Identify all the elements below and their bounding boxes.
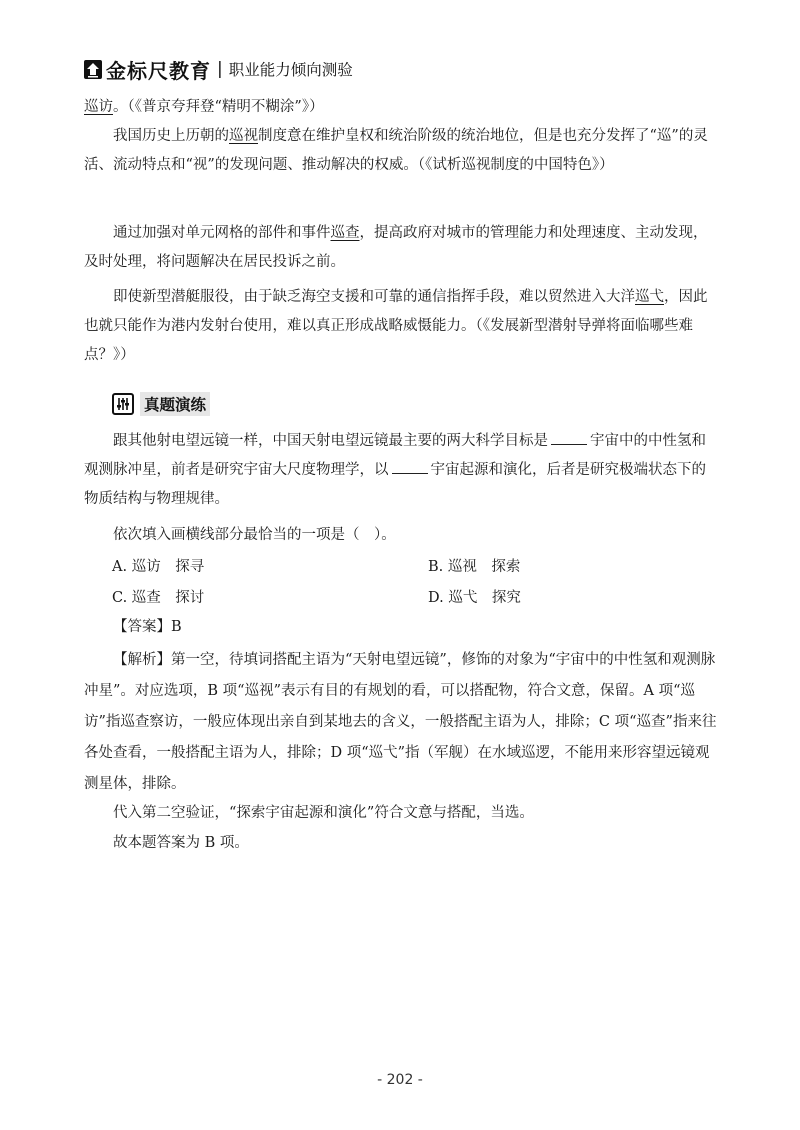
brand-name: 金标尺教育: [106, 58, 211, 83]
section-title: 真题演练: [140, 392, 210, 416]
page-number: - 202 -: [377, 1072, 423, 1088]
question-stem: 跟其他射电望远镜一样，中国天射电望远镜最主要的两大科学目标是 宇宙中的中性氢和观测脉冲星，前者是研究宇宙大尺度物理学，以 宇宙起源和演化，后者是研究极端状态下的物质结构与物理规律。: [84, 427, 720, 514]
passage-3: 通过加强对单元网格的部件和事件巡查，提高政府对城市的管理能力和处理速度、主动发现，及时处理，将问题解决在居民投诉之前。: [84, 225, 708, 270]
passage-4: 即使新型潜艇服役，由于缺乏海空支援和可靠的通信指挥手段，难以贸然进入大洋巡弋，因此也就只能作为港内发射台使用，难以真正形成战略威慑能力。（《发展新型潜射导弹将面临哪些难点？》）: [84, 289, 708, 363]
analysis-conclusion: 故本题答案为 B 项。: [113, 835, 249, 851]
section-heading: [112, 392, 210, 416]
option-b: B. 巡视 探索: [428, 559, 521, 575]
analysis: 【解析】第一空，待填词搭配主语为“天射电望远镜”，修饰的对象为“宇宙中的中性氢和观测脉冲星”。对应选项，B 项“巡视”表示有目的有规划的看，可以搭配物，符合文意，保留。A 项“巡访”指巡查察访，一般应体现出亲自到某地去的含义，一般搭配主语为人，排除；C 项“巡查”指来往各处查看，一般搭配主语为人，排除；D 项“巡弋”指（军舰）在水域巡逻，不能用来形容望远镜观测星体，排除。: [84, 652, 717, 792]
logo-icon: [84, 60, 102, 79]
header-separator: |: [217, 59, 223, 79]
question-prompt: 依次填入画横线部分最恰当的一项是（ ）。: [113, 527, 396, 543]
passage-term: 巡访: [84, 99, 113, 115]
answer: 【答案】B: [113, 619, 182, 635]
blank-line-1: [551, 430, 587, 445]
answer-value: B: [171, 619, 182, 635]
option-c: C. 巡查 探讨: [112, 590, 205, 606]
option-a: A. 巡访 探寻: [112, 559, 205, 575]
option-d: D. 巡弋 探究: [428, 590, 521, 606]
passage-2: 我国历史上历朝的巡视制度意在维护皇权和统治阶级的统治地位，但是也充分发挥了“巡”的灵活、流动特点和“视”的发现问题、推动解决的权威。（《试析巡视制度的中国特色》）: [84, 128, 708, 173]
passage-term: 巡视: [229, 128, 258, 144]
passage-term: 巡弋: [635, 289, 664, 305]
header-subtitle: 职业能力倾向测验: [228, 61, 353, 79]
blank-line-2: [392, 459, 428, 474]
equalizer-icon: [112, 393, 134, 415]
page-header: [84, 52, 353, 86]
analysis-verify: 代入第二空验证，“探索宇宙起源和演化”符合文意与搭配，当选。: [113, 805, 534, 821]
passage-1: 巡访。（《普京夸拜登“精明不糊涂”》）: [84, 99, 324, 115]
passage-term: 巡查: [330, 225, 360, 241]
